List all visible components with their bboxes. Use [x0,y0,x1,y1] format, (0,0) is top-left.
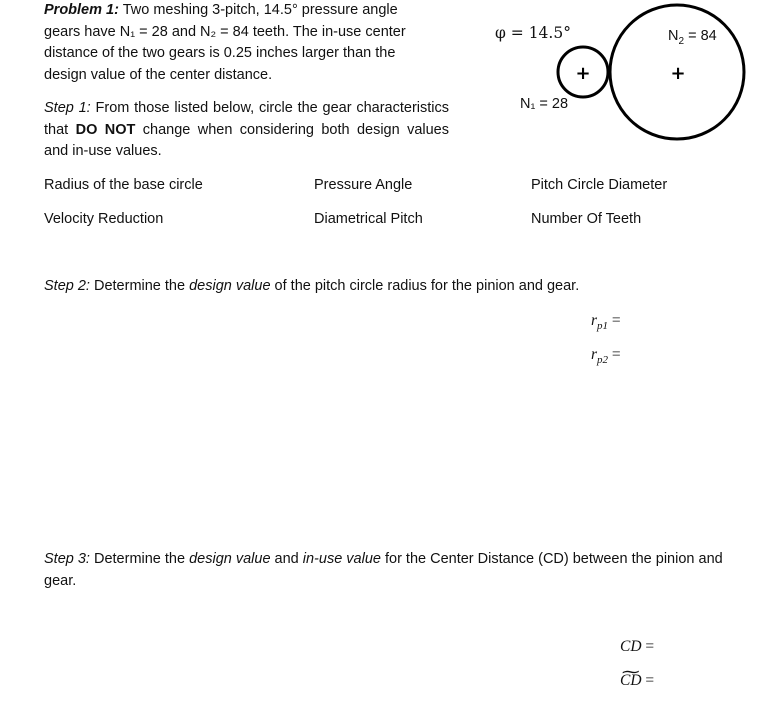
step2-text-1: Determine the [89,278,190,294]
step3-label: Step 3: [44,551,90,567]
step2-label: Step 2: [44,278,90,294]
option-diametrical-pitch[interactable]: Diametrical Pitch [314,211,423,227]
step2-text-2: of the pitch circle radius for the pinion and gear. [270,278,580,294]
step3-text-3: for the Center Distance (CD) between the pinion and gear. [44,551,723,589]
step1-label: Step 1: [44,100,91,116]
problem-heading: Problem 1: [44,2,119,18]
n2-label [668,27,717,51]
pinion-center-mark: + [575,63,591,84]
rp1-equals: = [611,312,621,329]
problem-line-4: design value of the center distance. [44,66,273,83]
problem-line-3: distance of the two gears is 0.25 inches larger than the [44,45,396,61]
step1-text-after: change when considering both design values and in-use values. [44,121,450,159]
rp2-equals: = [611,346,621,363]
rp1-sub: p1 [597,320,609,333]
problem-line-2: gears have N₁ = 28 and N₂ = 84 teeth. The in-use center [44,23,406,40]
phi-symbol: φ [495,24,506,42]
phi-value: = 14.5° [505,24,571,42]
step3-emphasis-2: in-use value [302,551,381,567]
n1-label: N₁ = 28 [520,96,569,112]
option-radius-base-circle[interactable]: Radius of the base circle [44,177,203,193]
pressure-angle-label [495,24,571,43]
rp2-var: r [591,346,598,363]
cd-inuse-var: ∼ CD [620,672,642,690]
cd-design-var: CD [620,638,642,655]
step1-emphasis: DO NOT [75,121,136,138]
n2-letter: N [668,28,679,44]
step3-text-2: and [270,551,303,567]
problem-line-1: Two meshing 3-pitch, 14.5° pressure angle [118,2,398,18]
option-pressure-angle[interactable]: Pressure Angle [314,177,413,193]
rp1-var: r [591,312,598,329]
option-velocity-reduction[interactable]: Velocity Reduction [44,211,164,227]
cd-design-equals: = [645,638,655,655]
step3-text-1: Determine the [89,551,190,567]
step3-emphasis-1: design value [189,551,271,567]
cd-inuse-equals: = [645,672,655,689]
step1-text-before: From those listed below, circle the gear characteristics that [44,100,450,138]
option-number-of-teeth[interactable]: Number Of Teeth [531,211,642,227]
option-pitch-circle-diameter[interactable]: Pitch Circle Diameter [531,177,668,193]
gear-center-mark: + [670,63,686,84]
step2-emphasis: design value [189,278,271,294]
n2-subscript: 2 [678,35,685,47]
rp2-sub: p2 [597,354,609,367]
n2-value: = 84 [684,28,717,44]
